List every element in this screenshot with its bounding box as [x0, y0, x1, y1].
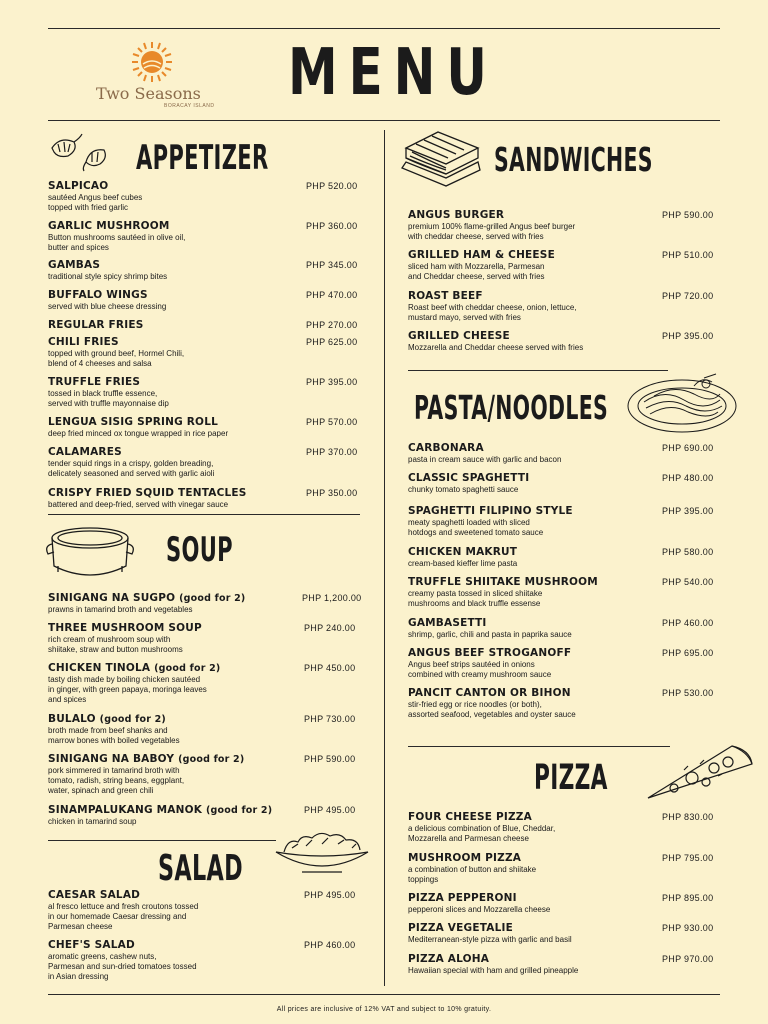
item-description: pepperoni slices and Mozzarella cheese: [408, 905, 551, 914]
item-description: tender squid rings in a crispy, golden breading, delicately seasoned and served with garlic aioli: [48, 459, 215, 478]
item-description: sautéed Angus beef cubes topped with fried garlic: [48, 193, 143, 212]
menu-item: [408, 687, 576, 720]
item-price: PHP 510.00: [662, 250, 714, 260]
item-price: PHP 930.00: [662, 923, 714, 933]
item-description: cream-based kieffer lime pasta: [408, 559, 518, 568]
item-name: CHICKEN MAKRUT: [408, 546, 518, 558]
menu-item: [408, 852, 536, 885]
item-price: PHP 570.00: [306, 417, 358, 427]
logo-name: Two Seasons: [96, 84, 201, 103]
item-description: pork simmered in tamarind broth with tomato, radish, string beans, eggplant, water, spinach and green chili: [48, 766, 185, 795]
section-title-pizza: PIZZA: [534, 758, 608, 798]
shrimp-icon: [46, 134, 110, 172]
sandwich-icon: [398, 128, 482, 190]
section-title-soup: SOUP: [166, 530, 233, 570]
item-name: CHILI FRIES: [48, 336, 119, 348]
menu-item: [408, 922, 572, 945]
logo: [92, 40, 215, 110]
menu-item: [48, 259, 167, 282]
item-description: chicken in tamarind soup: [48, 817, 137, 826]
item-price: PHP 895.00: [662, 893, 714, 903]
item-description: shrimp, garlic, chili and pasta in paprika sauce: [408, 630, 572, 639]
soup-pot-icon: [44, 522, 136, 584]
item-description: broth made from beef shanks and marrow bones with boiled vegetables: [48, 726, 180, 745]
item-name: GARLIC MUSHROOM: [48, 220, 170, 232]
menu-item: [48, 939, 197, 982]
menu-item: [408, 249, 555, 282]
item-name: CALAMARES: [48, 446, 122, 458]
item-name: GRILLED HAM & CHEESE: [408, 249, 555, 261]
section-title-sandwiches: SANDWICHES: [494, 140, 653, 179]
item-price: PHP 495.00: [304, 890, 356, 900]
item-serving-note: (good for 2): [99, 714, 166, 725]
menu-item: [408, 546, 517, 569]
item-description: prawns in tamarind broth and vegetables: [48, 605, 193, 614]
section-title-appetizer: APPETIZER: [136, 138, 269, 178]
item-name: ROAST BEEF: [408, 290, 483, 302]
item-price: PHP 345.00: [306, 260, 358, 270]
rule-sandwich-pasta: [408, 370, 668, 371]
menu-item: [48, 416, 228, 439]
menu-item: [48, 592, 245, 615]
item-name: CAESAR SALAD: [48, 889, 141, 901]
item-name: PANCIT CANTON OR BIHON: [408, 687, 571, 699]
item-description: al fresco lettuce and fresh croutons tossed in our homemade Caesar dressing and Parmesan cheese: [48, 902, 199, 931]
pasta-icon: [624, 372, 740, 436]
item-price: PHP 520.00: [306, 181, 358, 191]
item-price: PHP 970.00: [662, 954, 714, 964]
item-description: sliced ham with Mozzarella, Parmesan and Cheddar cheese, served with fries: [408, 262, 545, 281]
item-name: CHEF'S SALAD: [48, 939, 135, 951]
item-serving-note: (good for 2): [205, 805, 273, 816]
menu-item: [408, 576, 598, 609]
item-name: CLASSIC SPAGHETTI: [408, 472, 530, 484]
item-name: PIZZA VEGETALIE: [408, 922, 513, 934]
item-price: PHP 395.00: [662, 506, 714, 516]
item-price: PHP 720.00: [662, 291, 714, 301]
item-description: Button mushrooms sautéed in olive oil, butter and spices: [48, 233, 186, 252]
item-name: FOUR CHEESE PIZZA: [408, 811, 532, 823]
bottom-rule: [48, 994, 720, 995]
item-description: a combination of button and shiitake toppings: [408, 865, 537, 884]
top-rule: [48, 28, 720, 29]
menu-item: [48, 487, 247, 510]
item-name: THREE MUSHROOM SOUP: [48, 622, 202, 634]
item-price: PHP 350.00: [306, 488, 358, 498]
item-price: PHP 1,200.00: [302, 593, 362, 603]
item-name: GAMBASETTI: [408, 617, 487, 629]
item-name: CARBONARA: [408, 442, 484, 454]
item-description: Mozzarella and Cheddar cheese served with fries: [408, 343, 584, 352]
menu-item: [48, 622, 202, 655]
item-name: REGULAR FRIES: [48, 319, 144, 331]
item-name: ANGUS BURGER: [408, 209, 505, 221]
menu-item: [48, 319, 143, 331]
item-description: tasty dish made by boiling chicken sautéed in ginger, with green papaya, moringa leaves and spices: [48, 675, 207, 704]
sun-logo-icon: [130, 40, 174, 84]
item-name: SINIGANG NA BABOY: [48, 753, 175, 765]
item-price: PHP 395.00: [306, 377, 358, 387]
item-price: PHP 580.00: [662, 547, 714, 557]
item-price: PHP 530.00: [662, 688, 714, 698]
item-description: battered and deep-fried, served with vinegar sauce: [48, 500, 229, 509]
item-price: PHP 830.00: [662, 812, 714, 822]
item-price: PHP 470.00: [306, 290, 358, 300]
menu-item: [48, 889, 198, 932]
item-name: PIZZA PEPPERONI: [408, 892, 517, 904]
menu-item: [48, 180, 142, 213]
menu-item: [408, 505, 573, 538]
menu-item: [408, 209, 575, 242]
item-name: BULALO: [48, 713, 96, 725]
menu-item: [408, 472, 529, 495]
item-name: TRUFFLE SHIITAKE MUSHROOM: [408, 576, 598, 588]
item-price: PHP 495.00: [304, 805, 356, 815]
item-description: Hawaiian special with ham and grilled pineapple: [408, 966, 579, 975]
item-description: topped with ground beef, Hormel Chili, blend of 4 cheeses and salsa: [48, 349, 185, 368]
menu-item: [48, 220, 185, 253]
item-name: SINIGANG NA SUGPO: [48, 592, 176, 604]
item-description: Angus beef strips sautéed in onions combined with creamy mushroom sauce: [408, 660, 552, 679]
item-price: PHP 460.00: [304, 940, 356, 950]
item-price: PHP 450.00: [304, 663, 356, 673]
item-price: PHP 590.00: [662, 210, 714, 220]
pizza-slice-icon: [644, 740, 756, 802]
page-title: MENU: [288, 36, 498, 110]
menu-item: [48, 753, 244, 796]
menu-item: [408, 953, 578, 976]
item-price: PHP 460.00: [662, 618, 714, 628]
item-price: PHP 370.00: [306, 447, 358, 457]
item-name: CHICKEN TINOLA: [48, 662, 151, 674]
item-description: stir-fried egg or rice noodles (or both), assorted seafood, vegetables and oyster sauce: [408, 700, 576, 719]
item-price: PHP 625.00: [306, 337, 358, 347]
item-description: aromatic greens, cashew nuts, Parmesan and sun-dried tomatoes tossed in Asian dressing: [48, 952, 197, 981]
menu-item: [408, 442, 561, 465]
item-name: MUSHROOM PIZZA: [408, 852, 522, 864]
item-name: SINAMPALUKANG MANOK: [48, 804, 203, 816]
menu-item: [408, 811, 555, 844]
item-description: traditional style spicy shrimp bites: [48, 272, 168, 281]
menu-item: [48, 713, 180, 746]
item-name: GRILLED CHEESE: [408, 330, 510, 342]
item-serving-note: (good for 2): [178, 754, 245, 765]
menu-item: [48, 446, 214, 479]
menu-item: [408, 290, 577, 323]
item-description: Mediterranean-style pizza with garlic and basil: [408, 935, 572, 944]
item-description: served with blue cheese dressing: [48, 302, 167, 311]
rule-soup-salad: [48, 840, 276, 841]
menu-item: [408, 330, 583, 353]
item-description: rich cream of mushroom soup with shiitake, straw and button mushrooms: [48, 635, 183, 654]
item-description: chunky tomato spaghetti sauce: [408, 485, 519, 494]
menu-item: [48, 289, 166, 312]
item-name: SPAGHETTI FILIPINO STYLE: [408, 505, 573, 517]
item-price: PHP 395.00: [662, 331, 714, 341]
item-price: PHP 240.00: [304, 623, 356, 633]
rule-pasta-pizza: [408, 746, 670, 747]
item-description: Roast beef with cheddar cheese, onion, lettuce, mustard mayo, served with fries: [408, 303, 577, 322]
menu-item: [48, 804, 272, 827]
column-divider: [384, 130, 385, 986]
item-serving-note: (good for 2): [154, 663, 221, 674]
item-description: premium 100% flame-grilled Angus beef burger with cheddar cheese, served with fries: [408, 222, 576, 241]
item-price: PHP 695.00: [662, 648, 714, 658]
item-name: LENGUA SISIG SPRING ROLL: [48, 416, 218, 428]
item-name: PIZZA ALOHA: [408, 953, 490, 965]
menu-item: [408, 892, 550, 915]
item-description: deep fried minced ox tongue wrapped in rice paper: [48, 429, 229, 438]
menu-item: [48, 376, 169, 409]
item-name: CRISPY FRIED SQUID TENTACLES: [48, 487, 247, 499]
item-description: pasta in cream sauce with garlic and bacon: [408, 455, 562, 464]
item-price: PHP 690.00: [662, 443, 714, 453]
item-name: GAMBAS: [48, 259, 101, 271]
item-price: PHP 590.00: [304, 754, 356, 764]
item-serving-note: (good for 2): [179, 593, 246, 604]
menu-item: [48, 662, 220, 705]
header-rule: [48, 120, 720, 121]
item-description: a delicious combination of Blue, Cheddar, Mozzarella and Parmesan cheese: [408, 824, 556, 843]
menu-item: [408, 647, 571, 680]
item-name: ANGUS BEEF STROGANOFF: [408, 647, 572, 659]
item-name: BUFFALO WINGS: [48, 289, 148, 301]
section-title-pasta: PASTA/NOODLES: [414, 388, 609, 427]
item-price: PHP 270.00: [306, 320, 358, 330]
item-price: PHP 730.00: [304, 714, 356, 724]
section-title-salad: SALAD: [158, 848, 243, 889]
menu-item: [48, 336, 184, 369]
item-name: SALPICAO: [48, 180, 109, 192]
menu-item: [408, 617, 572, 640]
item-price: PHP 540.00: [662, 577, 714, 587]
item-description: meaty spaghetti loaded with sliced hotdogs and sweetened tomato sauce: [408, 518, 544, 537]
footer-note: All prices are inclusive of 12% VAT and subject to 10% gratuity.: [276, 1006, 492, 1013]
rule-appetizer-soup: [48, 514, 360, 515]
item-description: tossed in black truffle essence, served with truffle mayonnaise dip: [48, 389, 169, 408]
item-price: PHP 795.00: [662, 853, 714, 863]
logo-subtitle: BORACAY ISLAND: [164, 103, 215, 109]
item-description: creamy pasta tossed in sliced shiitake mushrooms and black truffle essense: [408, 589, 543, 608]
salad-bowl-icon: [272, 830, 372, 880]
item-price: PHP 480.00: [662, 473, 714, 483]
item-price: PHP 360.00: [306, 221, 358, 231]
item-name: TRUFFLE FRIES: [48, 376, 141, 388]
